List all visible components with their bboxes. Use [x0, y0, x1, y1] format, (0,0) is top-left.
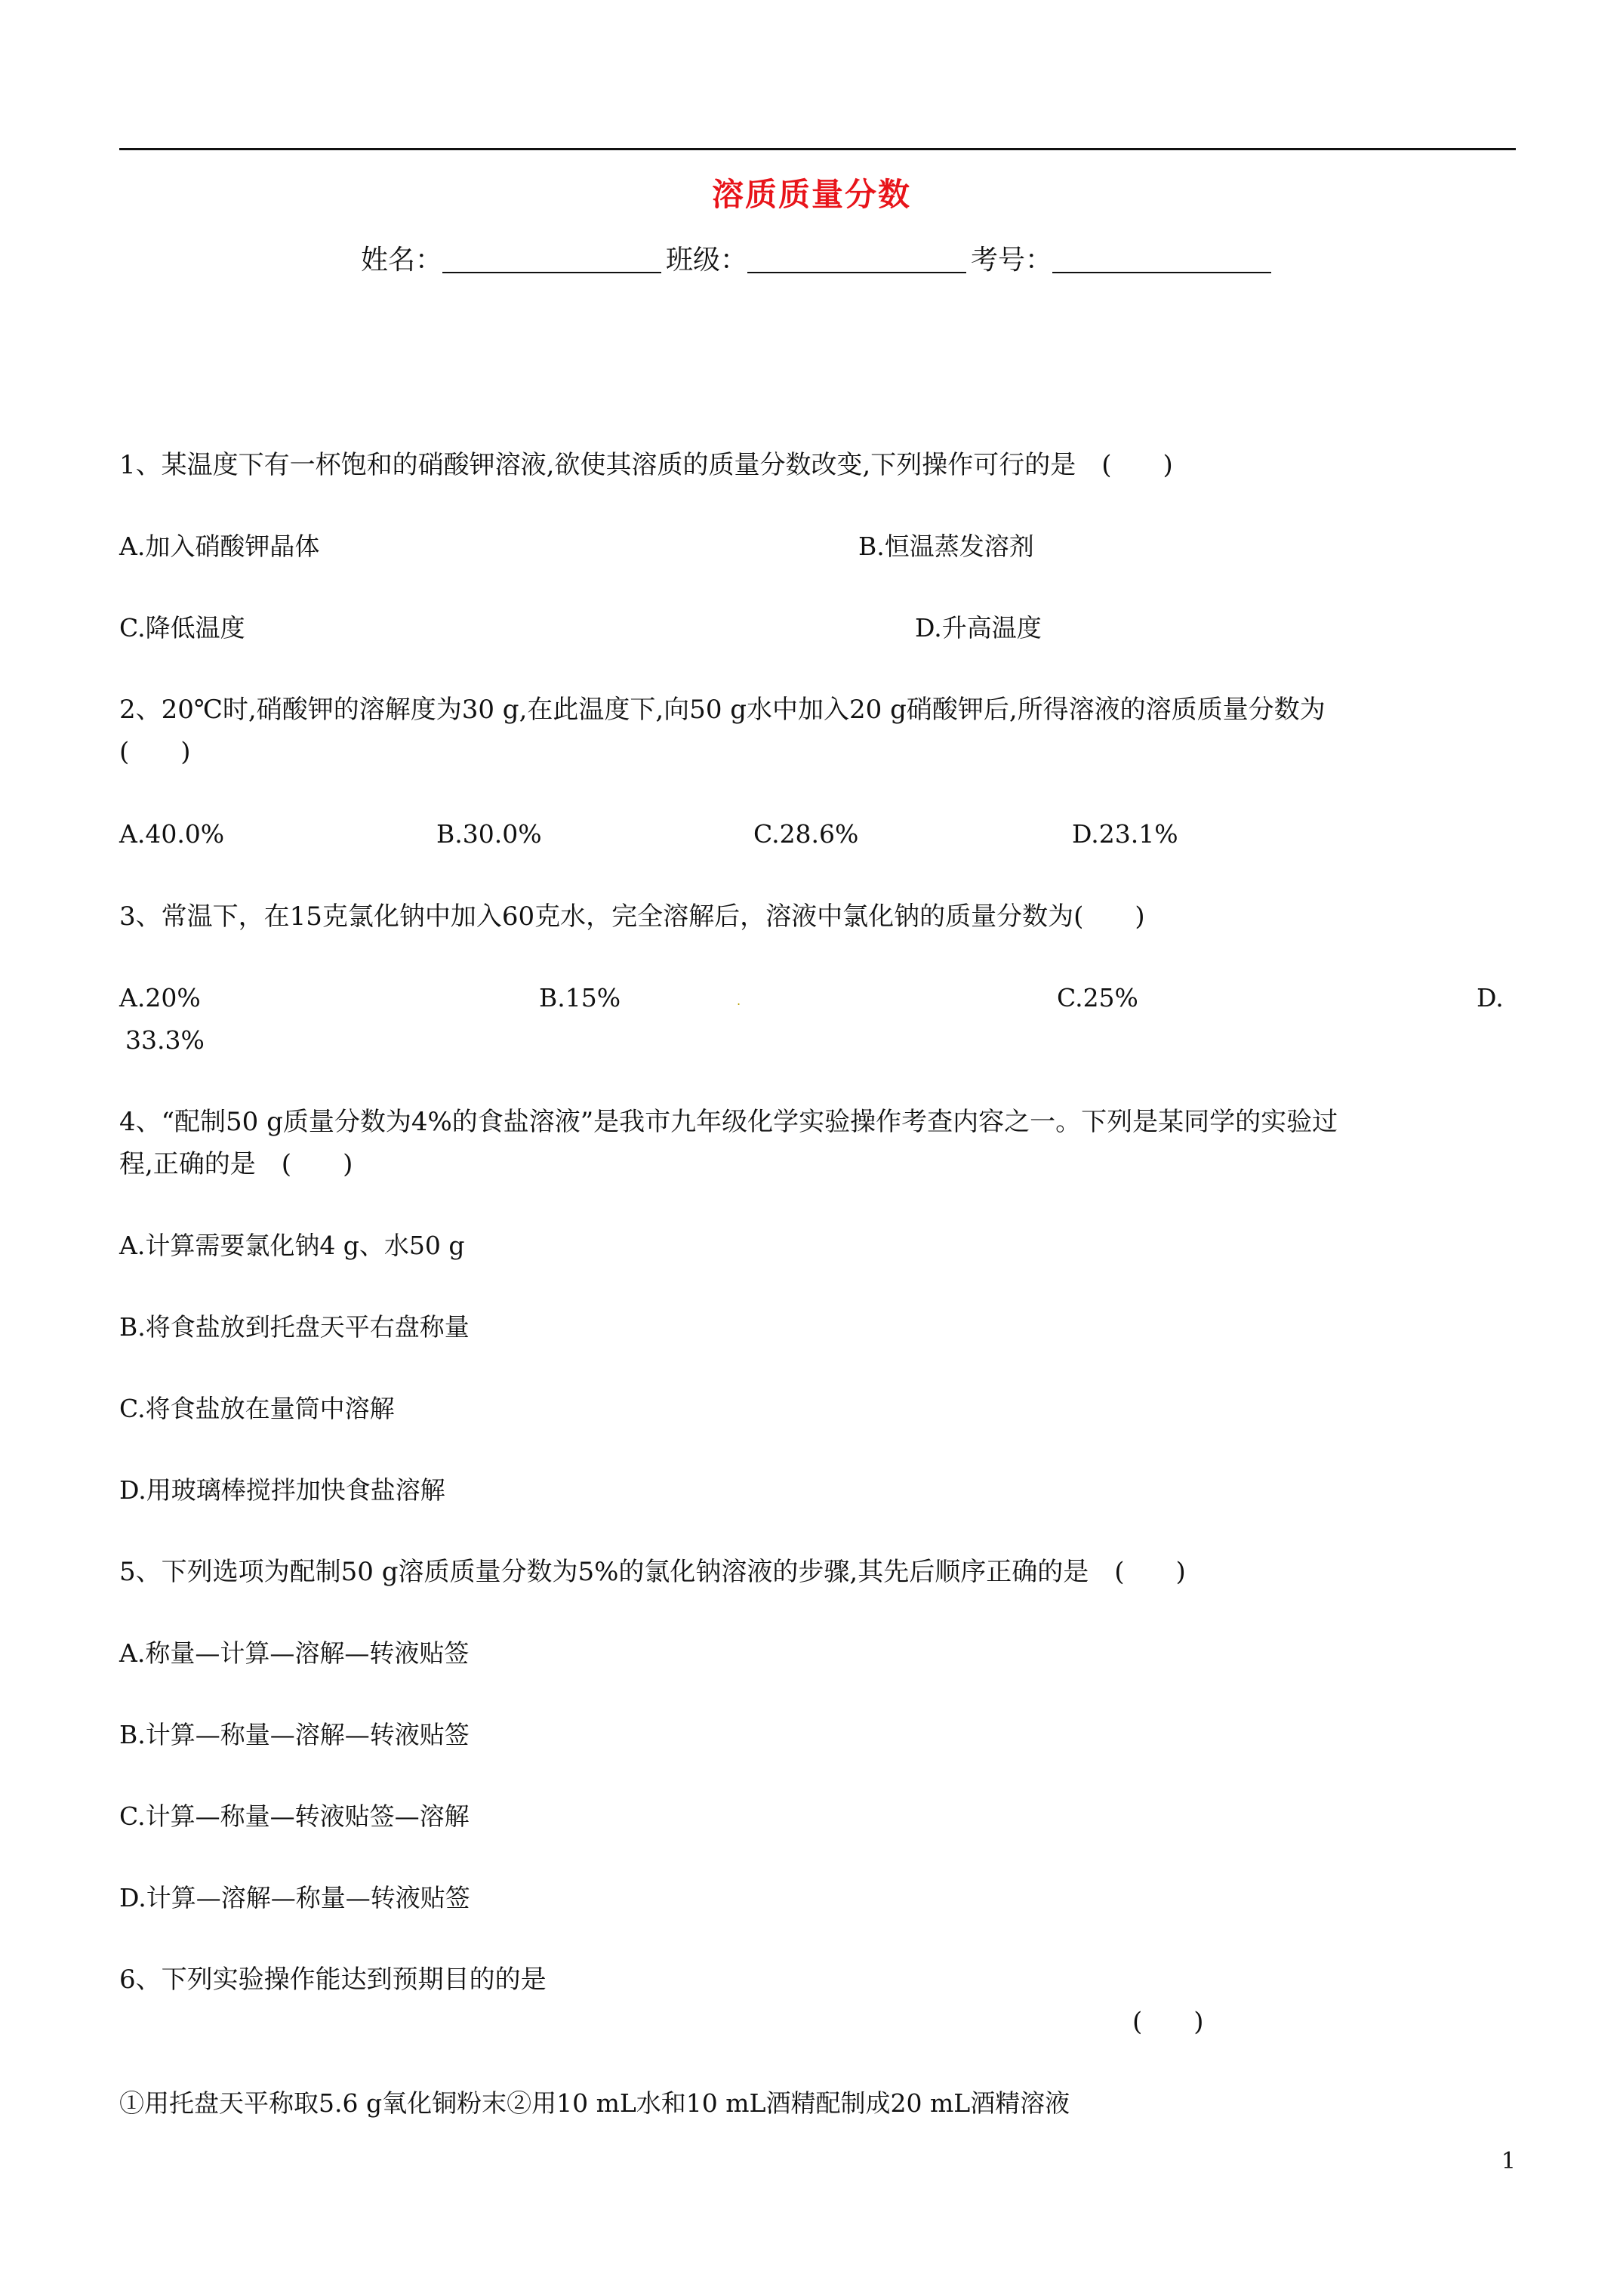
exam-number-label: 考号：	[971, 245, 1053, 276]
question-2-option-a: A.40.0%	[119, 819, 225, 849]
stray-mark: .	[737, 994, 741, 1008]
question-2-option-d: D.23.1%	[1072, 819, 1178, 849]
question-4-option-d: D.用玻璃棒搅拌加快食盐溶解	[119, 1475, 445, 1505]
header-rule	[119, 148, 1516, 150]
class-label: 班级：	[666, 245, 748, 276]
question-5-stem: 5、下列选项为配制50 g溶质质量分数为5%的氯化钠溶液的步骤,其先后顺序正确的是 ( )	[119, 1557, 1186, 1587]
question-5-option-b: B.计算—称量—溶解—转液贴签	[119, 1720, 470, 1749]
question-5-option-a: A.称量—计算—溶解—转液贴签	[119, 1638, 470, 1668]
question-3-option-d-value: 33.3%	[125, 1025, 205, 1055]
question-2-option-c: C.28.6%	[753, 819, 859, 849]
question-6-answer-paren: ( )	[1132, 2007, 1204, 2037]
name-label: 姓名：	[361, 245, 443, 276]
question-5-option-c: C.计算—称量—转液贴签—溶解	[119, 1801, 470, 1831]
question-2-stem-line-1: 2、20℃时,硝酸钾的溶解度为30 g,在此温度下,向50 g水中加入20 g硝酸钾后,所得溶液的溶质质量分数为	[119, 695, 1326, 725]
question-1-stem: 1、某温度下有一杯饱和的硝酸钾溶液,欲使其溶质的质量分数改变,下列操作可行的是 ( )	[119, 450, 1173, 480]
exam-number-blank[interactable]	[1052, 246, 1271, 273]
page-number: 1	[1501, 2148, 1516, 2174]
question-2-option-b: B.30.0%	[436, 819, 542, 849]
question-1-option-d: D.升高温度	[915, 613, 1042, 643]
question-4-option-b: B.将食盐放到托盘天平右盘称量	[119, 1312, 470, 1342]
class-blank[interactable]	[747, 246, 966, 273]
name-blank[interactable]	[442, 246, 661, 273]
student-info-row	[361, 239, 1276, 277]
question-3-stem: 3、常温下，在15克氯化钠中加入60克水，完全溶解后，溶液中氯化钠的质量分数为( )	[119, 901, 1145, 932]
question-4-option-a: A.计算需要氯化钠4 g、水50 g	[119, 1231, 465, 1260]
question-1-option-c: C.降低温度	[119, 613, 245, 643]
question-6-stem: 6、下列实验操作能达到预期目的的是	[119, 1965, 547, 1995]
page-title: 溶质质量分数	[711, 176, 911, 213]
question-4-option-c: C.将食盐放在量筒中溶解	[119, 1394, 395, 1423]
question-5-option-d: D.计算—溶解—称量—转液贴签	[119, 1883, 470, 1912]
question-3-option-b: B.15%	[539, 983, 621, 1012]
question-1-option-a: A.加入硝酸钾晶体	[119, 532, 320, 561]
question-1-option-b: B.恒温蒸发溶剂	[858, 532, 1034, 561]
question-6-item-1: ①用托盘天平称取5.6 g氧化铜粉末②用10 mL水和10 mL酒精配制成20 mL酒精溶液	[119, 2088, 1070, 2118]
question-2-stem-line-2: ( )	[119, 737, 191, 767]
question-3-option-d-label: D.	[1477, 983, 1504, 1012]
question-3-option-c: C.25%	[1057, 983, 1138, 1012]
question-3-option-a: A.20%	[119, 983, 201, 1012]
question-4-stem-line-2: 程,正确的是 ( )	[119, 1149, 353, 1179]
question-4-stem-line-1: 4、“配制50 g质量分数为4%的食盐溶液”是我市九年级化学实验操作考查内容之一。下列是某同学的实验过	[119, 1107, 1338, 1137]
